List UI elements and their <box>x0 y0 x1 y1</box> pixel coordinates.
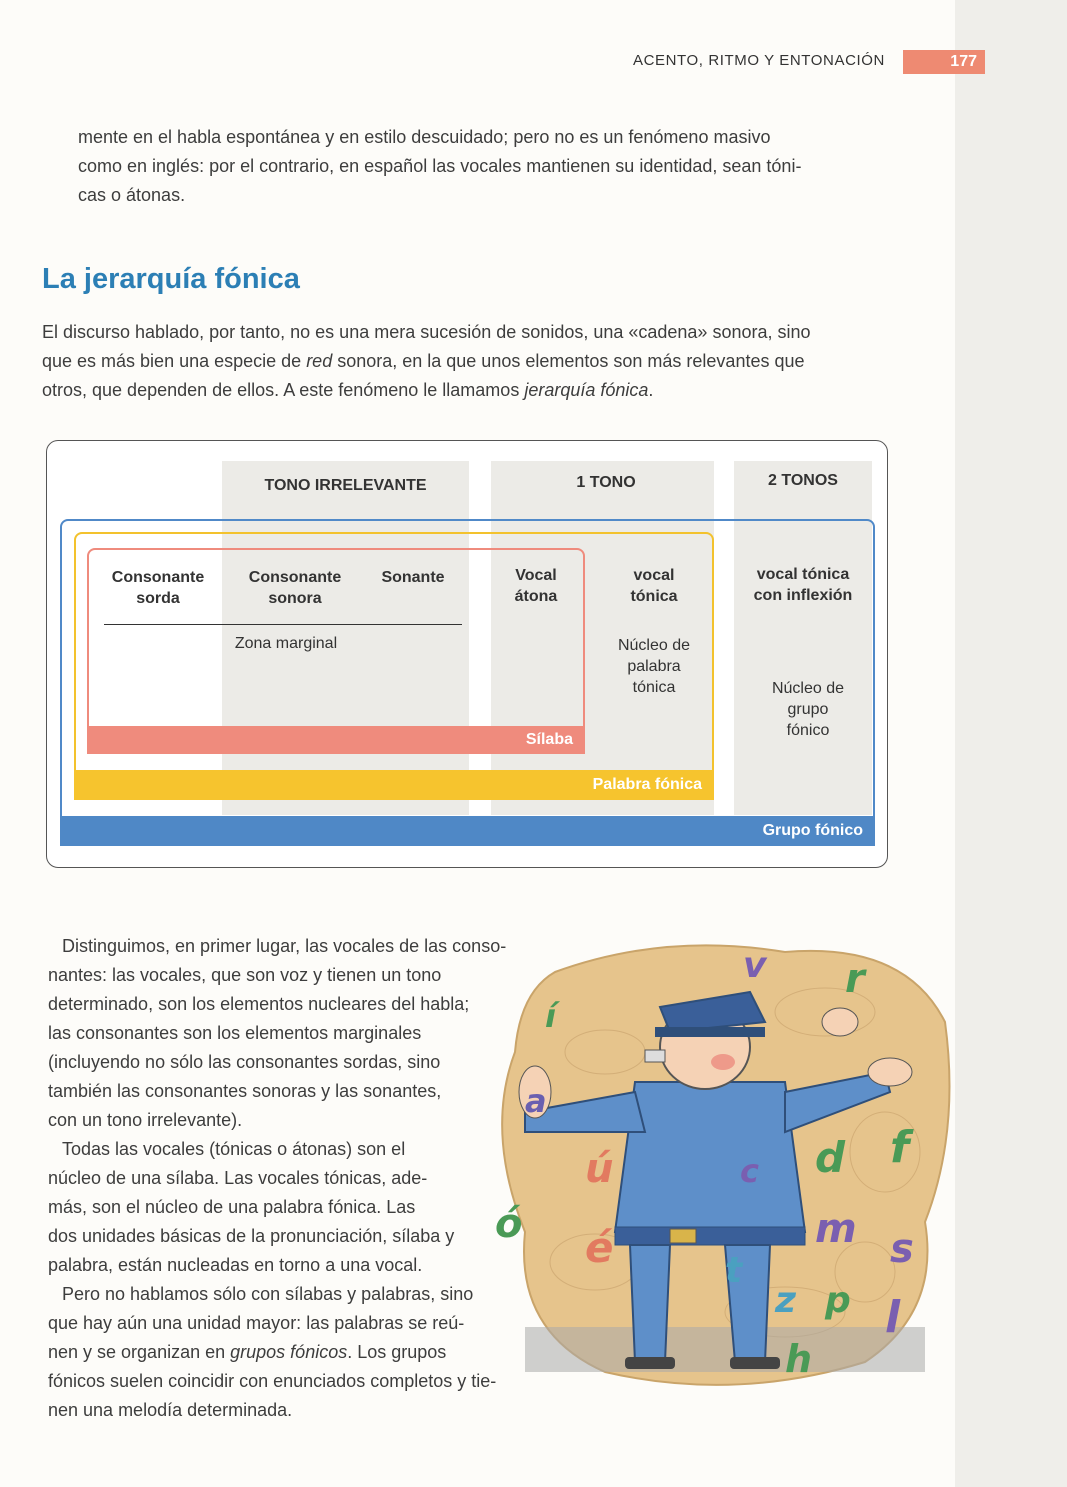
column-header-irrelevant: TONO IRRELEVANTE <box>264 477 427 494</box>
svg-text:s: s <box>890 1226 914 1272</box>
section-line: otros, que dependen de ellos. A este fenómeno le llamamos jerarquía fónica. <box>42 380 654 400</box>
body-line: Todas las vocales (tónicas o átonas) son el <box>62 1139 406 1159</box>
svg-text:c: c <box>740 1152 759 1190</box>
column-header-two-tones: 2 TONOS <box>768 472 838 489</box>
svg-text:z: z <box>775 1280 796 1321</box>
svg-text:é: é <box>585 1223 614 1272</box>
label-vocal-inflexion: vocal tónica con inflexión <box>753 566 853 604</box>
body-line: Distinguimos, en primer lugar, las vocales de las conso- <box>62 936 507 956</box>
body-line: con un tono irrelevante). <box>48 1110 243 1130</box>
svg-text:f: f <box>890 1122 910 1173</box>
svg-text:h: h <box>785 1337 813 1381</box>
page-margin-strip <box>955 0 1067 1487</box>
label-vocal-tonica: vocal tónica <box>630 567 678 605</box>
svg-text:ó: ó <box>495 1201 523 1247</box>
svg-text:p: p <box>825 1280 851 1321</box>
section-line: El discurso hablado, por tanto, no es una mera sucesión de sonidos, una «cadena» sonora, sino <box>42 322 811 342</box>
body-line: nantes: las vocales, que son voz y tienen un tono <box>48 965 442 985</box>
emphasis-grupos-fonicos: grupos fónicos <box>230 1342 348 1362</box>
emphasis-red: red <box>306 351 333 371</box>
intro-line: como en inglés: por el contrario, en español las vocales mantienen su identidad, sean tóni- <box>78 156 802 176</box>
label-vocal-atona: Vocal átona <box>514 567 558 605</box>
page-number: 177 <box>903 50 985 74</box>
body-line: más, son el núcleo de una palabra fónica. Las <box>48 1197 416 1217</box>
body-line: fónicos suelen coincidir con enunciados completos y tie- <box>48 1371 497 1391</box>
intro-paragraph <box>78 123 886 210</box>
svg-text:d: d <box>815 1133 846 1182</box>
body-line: palabra, están nucleadas en torno a una vocal. <box>48 1255 423 1275</box>
bar-palabra-fonica: Palabra fónica <box>74 770 714 800</box>
svg-text:l: l <box>885 1292 901 1343</box>
svg-text:a: a <box>525 1082 547 1120</box>
svg-text:r: r <box>845 956 865 1002</box>
svg-text:v: v <box>743 945 767 986</box>
svg-text:t: t <box>725 1250 743 1291</box>
body-line: determinado, son los elementos nucleares del habla; <box>48 994 470 1014</box>
intro-line: mente en el habla espontánea y en estilo descuidado; pero no es un fenómeno masivo <box>78 127 771 147</box>
label-consonante-sorda: Consonante sorda <box>111 569 205 607</box>
body-line: nen una melodía determinada. <box>48 1400 293 1420</box>
section-heading: La jerarquía fónica <box>42 263 300 295</box>
body-line: que hay aún una unidad mayor: las palabras se reú- <box>48 1313 465 1333</box>
section-line: que es más bien una especie de red sonora, en la que unos elementos son más relevantes que <box>42 351 805 371</box>
bar-silaba: Sílaba <box>87 726 585 754</box>
svg-text:í: í <box>545 997 556 1035</box>
label-sonante: Sonante <box>381 569 445 586</box>
police-officer-illustration <box>485 932 960 1402</box>
section-paragraph <box>42 318 888 405</box>
running-header: ACENTO, RITMO Y ENTONACIÓN <box>632 52 885 69</box>
emphasis-jerarquia: jerarquía fónica <box>524 380 649 400</box>
body-line: núcleo de una sílaba. Las vocales tónicas, ade- <box>48 1168 428 1188</box>
intro-line: cas o átonas. <box>78 185 186 205</box>
svg-text:m: m <box>815 1206 857 1252</box>
zona-marginal-rule <box>104 624 462 625</box>
label-zona-marginal: Zona marginal <box>234 635 338 652</box>
body-line: dos unidades básicas de la pronunciación, sílaba y <box>48 1226 455 1246</box>
label-consonante-sonora: Consonante sonora <box>248 569 342 607</box>
body-line: las consonantes son los elementos marginales <box>48 1023 422 1043</box>
body-line: (incluyendo no sólo las consonantes sordas, sino <box>48 1052 441 1072</box>
column-header-one-tone: 1 TONO <box>576 474 636 491</box>
label-nucleo-grupo: Núcleo de grupo fónico <box>771 680 845 739</box>
label-nucleo-palabra: Núcleo de palabra tónica <box>617 637 691 696</box>
body-line: nen y se organizan en grupos fónicos. Los grupos <box>48 1342 447 1362</box>
body-line: también las consonantes sonoras y las sonantes, <box>48 1081 442 1101</box>
bar-grupo-fonico: Grupo fónico <box>60 816 875 846</box>
body-line: Pero no hablamos sólo con sílabas y palabras, sino <box>62 1284 474 1304</box>
svg-text:ú: ú <box>585 1146 614 1192</box>
